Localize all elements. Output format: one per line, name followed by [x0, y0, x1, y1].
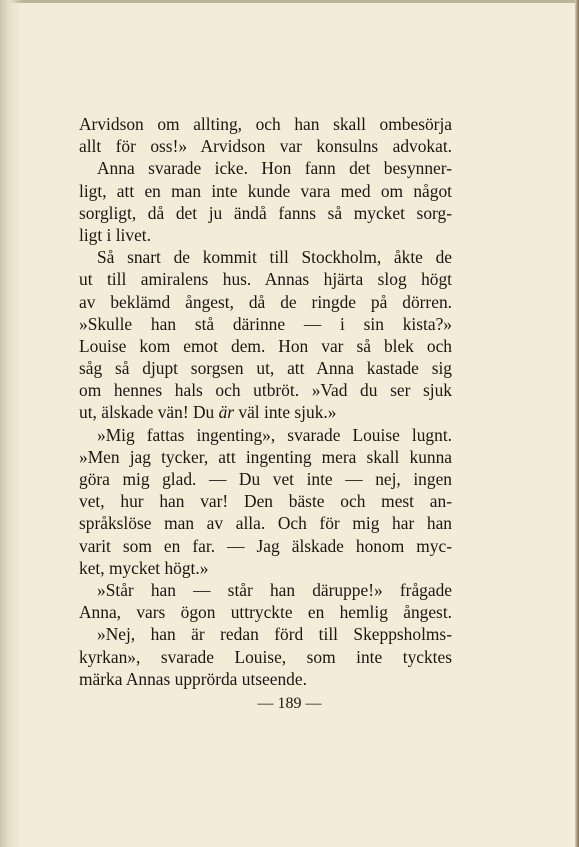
- text-line: Louise kom emot dem. Hon var så blek och: [79, 335, 452, 356]
- text-line: kyrkan», svarade Louise, som inte tycktes: [79, 646, 452, 667]
- text-line: allt för oss!» Arvidson var konsulns advokat.: [79, 136, 452, 157]
- text-line: Anna svarade icke. Hon fann det besynner-: [97, 158, 452, 179]
- text-line: göra mig glad. — Du vet inte — nej, ingen: [79, 469, 452, 489]
- body-text: [79, 113, 452, 690]
- text-line: »Skulle han stå därinne — i sin kista?»: [79, 313, 452, 334]
- text-line: »Mig fattas ingenting», svarade Louise lugnt.: [97, 424, 452, 445]
- text-line: Anna, vars ögon uttryckte en hemlig ångest.: [79, 602, 452, 623]
- text-line: ligt i livet.: [79, 224, 151, 245]
- text-line: språkslöse man av alla. Och för mig har han: [79, 513, 452, 534]
- text-line: Arvidson om allting, och han skall ombesörja: [79, 114, 452, 134]
- text-line: Så snart de kommit till Stockholm, åkte de: [97, 247, 452, 268]
- page-top-edge: [0, 0, 579, 3]
- page-right-edge: [575, 0, 579, 847]
- text-line: ket, mycket högt.»: [79, 557, 209, 578]
- text-line: vet, hur han var! Den bäste och mest an-: [79, 491, 452, 512]
- text-line: såg så djupt sorgsen ut, att Anna kastade sig: [79, 358, 452, 379]
- emphasis-text: är: [218, 402, 235, 423]
- text-line: ligt, att en man inte kunde vara med om något: [79, 180, 452, 201]
- text-line: »Men jag tycker, att ingenting mera skall kunna: [79, 446, 452, 467]
- text-line: märka Annas upprörda utseende.: [79, 668, 307, 689]
- page-number: — 189 —: [257, 695, 322, 712]
- text-line: ut till amiralens hus. Annas hjärta slog högt: [79, 269, 452, 290]
- text-line: varit som en far. — Jag älskade honom myc-: [79, 535, 452, 556]
- text-line: om hennes hals och utbröt. »Vad du ser sjuk: [79, 380, 452, 401]
- text-line: ut, älskade vän! Du är väl inte sjuk.»: [79, 402, 337, 423]
- text-line: av beklämd ångest, då de ringde på dörren.: [79, 291, 452, 312]
- text-line: sorgligt, då det ju ändå fanns så mycket sorg-: [79, 202, 452, 223]
- text-line: »Står han — står han däruppe!» frågade: [97, 579, 452, 600]
- text-line: »Nej, han är redan förd till Skeppsholms-: [97, 624, 452, 645]
- binding-gutter: [0, 0, 22, 847]
